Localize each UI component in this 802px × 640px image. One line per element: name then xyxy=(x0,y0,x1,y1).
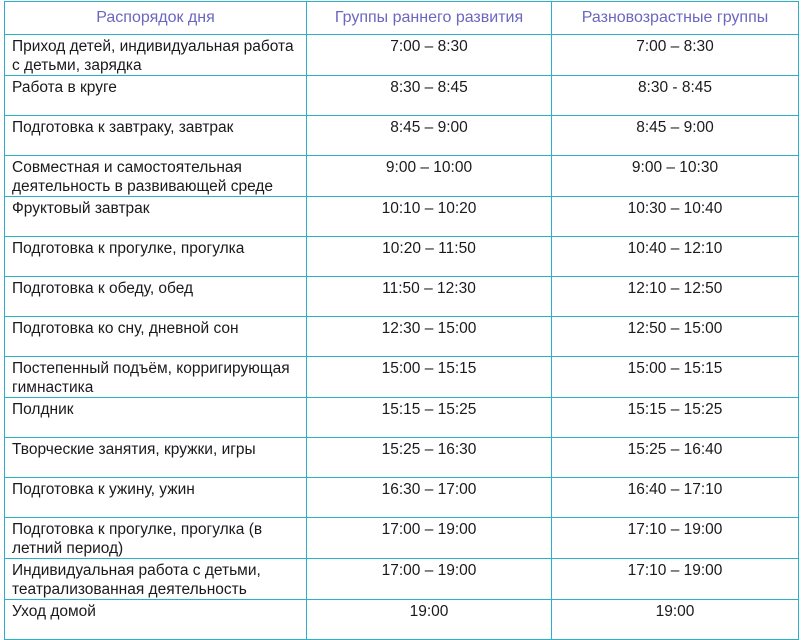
early-time-cell: 16:30 – 17:00 xyxy=(307,478,552,518)
table-row xyxy=(5,357,799,398)
header-early-groups: Группы раннего развития xyxy=(307,2,552,35)
table-row xyxy=(5,277,799,317)
activity-cell: Подготовка ко сну, дневной сон xyxy=(5,317,307,357)
early-time-cell: 8:45 – 9:00 xyxy=(307,116,552,156)
mixed-time-cell: 10:30 – 10:40 xyxy=(552,197,799,237)
early-time-cell: 15:00 – 15:15 xyxy=(307,357,552,398)
mixed-time-cell: 12:50 – 15:00 xyxy=(552,317,799,357)
table-row xyxy=(5,116,799,156)
mixed-time-cell: 15:00 – 15:15 xyxy=(552,357,799,398)
early-time-cell: 7:00 – 8:30 xyxy=(307,35,552,76)
table-row xyxy=(5,237,799,277)
table-row xyxy=(5,559,799,600)
activity-cell: Подготовка к ужину, ужин xyxy=(5,478,307,518)
early-time-cell: 8:30 – 8:45 xyxy=(307,76,552,116)
table-row xyxy=(5,600,799,640)
table-row xyxy=(5,438,799,478)
mixed-time-cell: 16:40 – 17:10 xyxy=(552,478,799,518)
activity-cell: Творческие занятия, кружки, игры xyxy=(5,438,307,478)
activity-cell: Подготовка к прогулке, прогулка xyxy=(5,237,307,277)
activity-cell: Полдник xyxy=(5,398,307,438)
mixed-time-cell: 10:40 – 12:10 xyxy=(552,237,799,277)
early-time-cell: 12:30 – 15:00 xyxy=(307,317,552,357)
activity-cell: Подготовка к прогулке, прогулка (в летний период) xyxy=(5,518,307,559)
mixed-time-cell: 17:10 – 19:00 xyxy=(552,559,799,600)
table-row xyxy=(5,317,799,357)
early-time-cell: 15:15 – 15:25 xyxy=(307,398,552,438)
activity-cell: Подготовка к завтраку, завтрак xyxy=(5,116,307,156)
activity-cell: Работа в круге xyxy=(5,76,307,116)
activity-cell: Постепенный подъём, корригирующая гимнастика xyxy=(5,357,307,398)
activity-cell: Индивидуальная работа с детьми, театрализованная деятельность xyxy=(5,559,307,600)
table-row xyxy=(5,518,799,559)
activity-cell: Совместная и самостоятельная деятельность в развивающей среде xyxy=(5,156,307,197)
early-time-cell: 15:25 – 16:30 xyxy=(307,438,552,478)
early-time-cell: 17:00 – 19:00 xyxy=(307,518,552,559)
mixed-time-cell: 15:15 – 15:25 xyxy=(552,398,799,438)
early-time-cell: 17:00 – 19:00 xyxy=(307,559,552,600)
schedule-table xyxy=(4,1,799,640)
activity-cell: Подготовка к обеду, обед xyxy=(5,277,307,317)
mixed-time-cell: 9:00 – 10:30 xyxy=(552,156,799,197)
header-mixed-age-groups: Разновозрастные группы xyxy=(552,2,799,35)
header-activity: Распорядок дня xyxy=(5,2,307,35)
early-time-cell: 19:00 xyxy=(307,600,552,640)
mixed-time-cell: 8:45 – 9:00 xyxy=(552,116,799,156)
mixed-time-cell: 8:30 - 8:45 xyxy=(552,76,799,116)
early-time-cell: 10:20 – 11:50 xyxy=(307,237,552,277)
table-row xyxy=(5,478,799,518)
mixed-time-cell: 15:25 – 16:40 xyxy=(552,438,799,478)
activity-cell: Приход детей, индивидуальная работа с детьми, зарядка xyxy=(5,35,307,76)
table-row xyxy=(5,76,799,116)
early-time-cell: 9:00 – 10:00 xyxy=(307,156,552,197)
activity-cell: Уход домой xyxy=(5,600,307,640)
table-row xyxy=(5,156,799,197)
early-time-cell: 10:10 – 10:20 xyxy=(307,197,552,237)
header-row xyxy=(5,2,799,35)
table-row xyxy=(5,197,799,237)
activity-cell: Фруктовый завтрак xyxy=(5,197,307,237)
mixed-time-cell: 12:10 – 12:50 xyxy=(552,277,799,317)
early-time-cell: 11:50 – 12:30 xyxy=(307,277,552,317)
table-row xyxy=(5,398,799,438)
mixed-time-cell: 17:10 – 19:00 xyxy=(552,518,799,559)
table-row xyxy=(5,35,799,76)
mixed-time-cell: 19:00 xyxy=(552,600,799,640)
mixed-time-cell: 7:00 – 8:30 xyxy=(552,35,799,76)
